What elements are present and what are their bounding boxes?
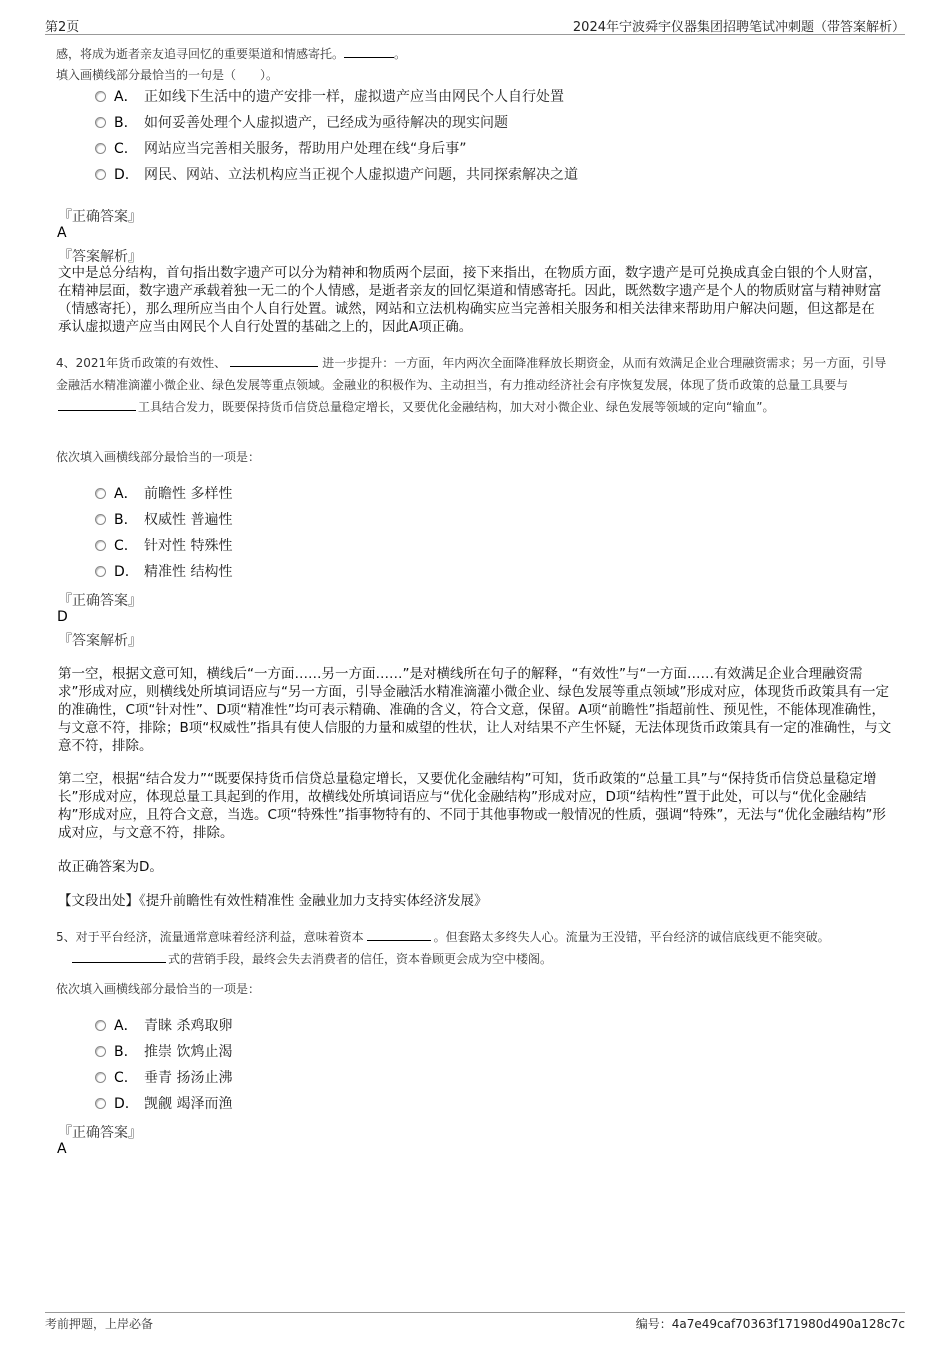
document-title: 2024年宁波舜宇仪器集团招聘笔试冲刺题（带答案解析） xyxy=(572,20,905,35)
q4-analysis-conclusion: 故正确答案为D。 xyxy=(58,859,163,875)
q4-option-c[interactable] xyxy=(95,536,232,556)
radio-icon[interactable] xyxy=(95,514,106,525)
q5-prompt: 依次填入画横线部分最恰当的一项是： xyxy=(56,982,261,996)
q5-stem xyxy=(56,926,892,970)
option-letter: B. xyxy=(114,1044,129,1060)
option-text: 精准性 结构性 xyxy=(144,564,233,580)
q3-stem-end: 。 xyxy=(394,47,407,61)
radio-icon[interactable] xyxy=(95,91,106,102)
q4-stem-part1: 4、2021年货币政策的有效性、 xyxy=(56,356,227,370)
option-text: 网民、网站、立法机构应当正视个人虚拟遗产问题，共同探索解决之道 xyxy=(144,167,578,183)
q3-answer: A xyxy=(57,225,67,241)
q3-option-b[interactable] xyxy=(95,113,508,133)
radio-icon[interactable] xyxy=(95,540,106,551)
q5-blank-2 xyxy=(72,950,166,963)
code-label: 编号： xyxy=(635,1317,672,1331)
footer-slogan: 考前押题，上岸必备 xyxy=(45,1317,154,1331)
radio-icon[interactable] xyxy=(95,1098,106,1109)
code-value: 4a7e49caf70363f171980d490a128c7c xyxy=(671,1317,905,1331)
option-letter: D. xyxy=(114,564,130,580)
q4-source: 【文段出处】《提升前瞻性有效性精准性 金融业加力支持实体经济发展》 xyxy=(58,893,488,909)
q4-prompt: 依次填入画横线部分最恰当的一项是： xyxy=(56,450,261,464)
option-text: 正如线下生活中的遗产安排一样，虚拟遗产应当由网民个人自行处置 xyxy=(144,89,564,105)
q5-answer: A xyxy=(57,1141,67,1157)
q5-option-c[interactable] xyxy=(95,1068,232,1088)
option-letter: D. xyxy=(114,1096,130,1112)
q4-blank-2 xyxy=(58,398,136,411)
q4-stem-part2: 进一步提升：一方面，年内两次全面降准释放长期资金，从而有效满足企业合理融资需求；另一方面，引导金融活水精准滴灌小微企业、绿色发展等重点领域。金融业的积极作为、主动担当，有力推动经济社会有序恢复发展，体现了货币政策的总量工具要与 xyxy=(56,356,887,392)
q3-option-d[interactable] xyxy=(95,165,578,185)
q3-analysis: 文中是总分结构，首句指出数字遗产可以分为精神和物质两个层面，接下来指出，在物质方面，数字遗产是可兑换成真金白银的个人财富，在精神层面，数字遗产承载着独一无二的个人情感，是逝者亲友的回忆渠道和情感寄托。因此，既然数字遗产是个人的物质财富与精神财富（情感寄托），那么理所应当由个人自行处置。诚然，网站和立法机构确实应当完善相关服务和相关法律来帮助用户解决问题，但这都是在承认虚拟遗产应当由网民个人自行处置的基础之上的，因此A项正确。 xyxy=(58,265,882,335)
q4-stem-part3: 工具结合发力，既要保持货币信贷总量稳定增长，又要优化金融结构，加大对小微企业、绿色发展等领域的定向“输血”。 xyxy=(138,400,775,414)
option-text: 如何妥善处理个人虚拟遗产，已经成为亟待解决的现实问题 xyxy=(144,115,508,131)
q3-stem-text: 感，将成为逝者亲友追寻回忆的重要渠道和情感寄托。 xyxy=(56,47,345,61)
page-header xyxy=(45,14,905,35)
radio-icon[interactable] xyxy=(95,1046,106,1057)
q4-answer: D xyxy=(57,609,68,625)
option-text: 权威性 普遍性 xyxy=(144,512,233,528)
document-code xyxy=(636,1315,905,1332)
option-letter: D. xyxy=(114,167,130,183)
q3-analysis-label: 『答案解析』 xyxy=(58,249,142,265)
radio-icon[interactable] xyxy=(95,169,106,180)
q5-option-a[interactable] xyxy=(95,1016,232,1036)
q5-option-d[interactable] xyxy=(95,1094,232,1114)
q3-option-c[interactable] xyxy=(95,139,467,159)
option-letter: C. xyxy=(114,1070,129,1086)
q5-stem-part3: 式的营销手段，最终会失去消费者的信任，资本眷顾更会成为空中楼阁。 xyxy=(168,952,553,966)
page-number: 第2页 xyxy=(45,20,80,35)
option-text: 推崇 饮鸩止渴 xyxy=(144,1044,233,1060)
q3-stem xyxy=(56,44,906,86)
q5-answer-label: 『正确答案』 xyxy=(58,1125,142,1141)
q4-blank-1 xyxy=(230,354,318,367)
q4-option-b[interactable] xyxy=(95,510,232,530)
radio-icon[interactable] xyxy=(95,143,106,154)
option-letter: C. xyxy=(114,141,129,157)
option-letter: A． xyxy=(114,486,138,502)
q3-answer-label: 『正确答案』 xyxy=(58,209,142,225)
q4-analysis-p1: 第一空，根据文意可知，横线后“一方面……另一方面……”是对横线所在句子的解释，“有效性”与“一方面……有效满足企业合理融资需求”形成对应，则横线处所填词语应与“另一方面，引导金融活水精准滴灌小微企业、绿色发展等重点领域”形成对应，体现货币政策具有一定的准确性，C项“针对性”、D项“精准性”均可表示精确、准确的含义，符合文意，保留。A项“前瞻性”指超前性、预见性，不能体现准确性，与文意不符，排除；B项“权威性”指具有使人信服的力量和威望的性状，让人对结果不产生怀疑，无法体现货币政策具有一定的准确性，与文意不符，排除。 xyxy=(58,666,892,754)
option-text: 针对性 特殊性 xyxy=(144,538,233,554)
q4-option-a[interactable] xyxy=(95,484,232,504)
option-letter: B. xyxy=(114,512,129,528)
option-letter: A． xyxy=(114,89,138,105)
option-text: 觊觎 竭泽而渔 xyxy=(144,1096,233,1112)
q5-stem-part1: 5、对于平台经济，流量通常意味着经济利益，意味着资本 xyxy=(56,930,364,944)
q3-blank xyxy=(344,45,394,58)
radio-icon[interactable] xyxy=(95,566,106,577)
q5-option-b[interactable] xyxy=(95,1042,232,1062)
q4-stem xyxy=(56,352,892,418)
radio-icon[interactable] xyxy=(95,488,106,499)
q4-analysis-p2: 第二空，根据“结合发力”“既要保持货币信贷总量稳定增长，又要优化金融结构”可知，货币政策的“总量工具”与“保持货币信贷总量稳定增长”形成对应，体现总量工具起到的作用，故横线处所填词语应与“优化金融结构”形成对应，D项“结构性”置于此处，可以与“优化金融结构”形成对应，且符合文意，当选。C项“特殊性”指事物特有的、不同于其他事物或一般情况的性质，强调“特殊”，无法与“优化金融结构”形成对应，与文意不符，排除。 xyxy=(58,771,886,841)
option-text: 网站应当完善相关服务，帮助用户处理在线“身后事” xyxy=(144,141,467,157)
option-text: 前瞻性 多样性 xyxy=(144,486,233,502)
q4-option-d[interactable] xyxy=(95,562,232,582)
option-text: 垂青 扬汤止沸 xyxy=(144,1070,233,1086)
page-footer xyxy=(45,1312,905,1333)
radio-icon[interactable] xyxy=(95,1072,106,1083)
radio-icon[interactable] xyxy=(95,117,106,128)
radio-icon[interactable] xyxy=(95,1020,106,1031)
q4-answer-label: 『正确答案』 xyxy=(58,593,142,609)
q3-prompt: 填入画横线部分最恰当的一句是（ ）。 xyxy=(56,68,279,82)
option-letter: A． xyxy=(114,1018,138,1034)
option-letter: B. xyxy=(114,115,129,131)
option-letter: C. xyxy=(114,538,129,554)
q5-blank-1 xyxy=(367,928,431,941)
option-text: 青睐 杀鸡取卵 xyxy=(144,1018,233,1034)
q4-analysis-label: 『答案解析』 xyxy=(58,633,142,649)
q5-stem-part2: 。但套路太多终失人心。流量为王没错，平台经济的诚信底线更不能突破。 xyxy=(433,930,830,944)
q3-option-a[interactable] xyxy=(95,87,564,107)
